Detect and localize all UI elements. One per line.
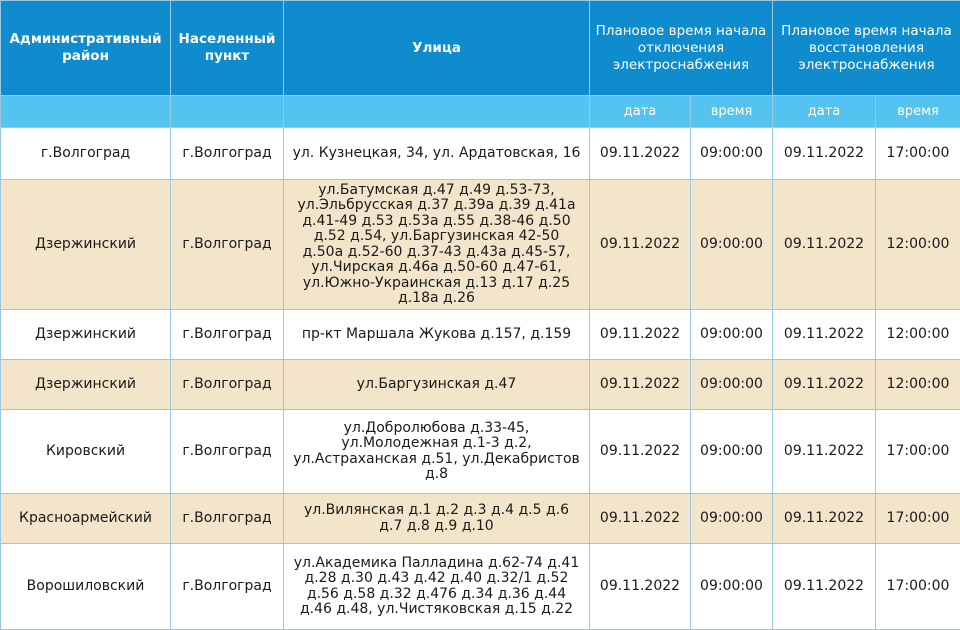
cell-off-time: 09:00:00 bbox=[691, 360, 773, 410]
table-row bbox=[1, 128, 960, 180]
header-locality: Населенный пункт bbox=[171, 1, 284, 96]
cell-off-date: 09.11.2022 bbox=[590, 180, 691, 310]
subheader-empty-district bbox=[1, 96, 171, 128]
cell-on-date: 09.11.2022 bbox=[773, 410, 876, 494]
cell-street: пр-кт Маршала Жукова д.157, д.159 bbox=[284, 310, 590, 360]
cell-on-date: 09.11.2022 bbox=[773, 128, 876, 180]
subheader-on-date: дата bbox=[773, 96, 876, 128]
cell-on-date: 09.11.2022 bbox=[773, 360, 876, 410]
cell-off-time: 09:00:00 bbox=[691, 494, 773, 544]
cell-off-date: 09.11.2022 bbox=[590, 360, 691, 410]
cell-off-time: 09:00:00 bbox=[691, 128, 773, 180]
cell-street: ул.Академика Палладина д.62-74 д.41 д.28 д.30 д.43 д.42 д.40 д.32/1 д.52 д.56 д.58 д.32 д.476 д.34 д.36 д.44 д.46 д.48, ул.Чистяковская д.15 д.22 bbox=[284, 544, 590, 630]
cell-on-date: 09.11.2022 bbox=[773, 310, 876, 360]
table-row bbox=[1, 180, 960, 310]
cell-on-time: 17:00:00 bbox=[876, 128, 960, 180]
cell-street: ул.Батумская д.47 д.49 д.53-73, ул.Эльбрусская д.37 д.39а д.39 д.41а д.41-49 д.53 д.53а д.55 д.38-46 д.50 д.52 д.54, ул.Баргузинская 42-50 д.50а д.52-60 д.37-43 д.43а д.45-57, ул.Чирская д.46а д.50-60 д.47-61, ул.Южно-Украинская д.13 д.17 д.25 д.18а д.26 bbox=[284, 180, 590, 310]
cell-on-time: 12:00:00 bbox=[876, 360, 960, 410]
subheader-off-time: время bbox=[691, 96, 773, 128]
cell-locality: г.Волгоград bbox=[171, 494, 284, 544]
cell-on-date: 09.11.2022 bbox=[773, 494, 876, 544]
cell-locality: г.Волгоград bbox=[171, 128, 284, 180]
cell-on-time: 12:00:00 bbox=[876, 310, 960, 360]
cell-street: ул.Баргузинская д.47 bbox=[284, 360, 590, 410]
subheader-empty-locality bbox=[171, 96, 284, 128]
cell-on-date: 09.11.2022 bbox=[773, 180, 876, 310]
cell-district: г.Волгоград bbox=[1, 128, 171, 180]
cell-district: Дзержинский bbox=[1, 180, 171, 310]
table-row bbox=[1, 360, 960, 410]
header-restore-time: Плановое время начала восстановления электроснабжения bbox=[773, 1, 960, 96]
cell-district: Дзержинский bbox=[1, 360, 171, 410]
table-row bbox=[1, 494, 960, 544]
cell-off-time: 09:00:00 bbox=[691, 544, 773, 630]
header-off-time: Плановое время начала отключения электроснабжения bbox=[590, 1, 773, 96]
subheader-off-date: дата bbox=[590, 96, 691, 128]
cell-locality: г.Волгоград bbox=[171, 180, 284, 310]
cell-off-time: 09:00:00 bbox=[691, 310, 773, 360]
header-district: Административный район bbox=[1, 1, 171, 96]
table-row bbox=[1, 544, 960, 630]
subheader-row bbox=[1, 96, 960, 128]
header-row bbox=[1, 1, 960, 96]
cell-district: Ворошиловский bbox=[1, 544, 171, 630]
subheader-empty-street bbox=[284, 96, 590, 128]
cell-on-time: 17:00:00 bbox=[876, 494, 960, 544]
subheader-on-time: время bbox=[876, 96, 960, 128]
cell-off-time: 09:00:00 bbox=[691, 410, 773, 494]
cell-street: ул.Добролюбова д.33-45, ул.Молодежная д.1-3 д.2, ул.Астраханская д.51, ул.Декабристов д.8 bbox=[284, 410, 590, 494]
cell-street: ул.Вилянская д.1 д.2 д.3 д.4 д.5 д.6 д.7 д.8 д.9 д.10 bbox=[284, 494, 590, 544]
cell-on-date: 09.11.2022 bbox=[773, 544, 876, 630]
cell-off-date: 09.11.2022 bbox=[590, 310, 691, 360]
cell-off-date: 09.11.2022 bbox=[590, 494, 691, 544]
table-row bbox=[1, 410, 960, 494]
cell-off-date: 09.11.2022 bbox=[590, 544, 691, 630]
cell-locality: г.Волгоград bbox=[171, 410, 284, 494]
cell-district: Красноармейский bbox=[1, 494, 171, 544]
cell-on-time: 12:00:00 bbox=[876, 180, 960, 310]
table-body bbox=[1, 128, 960, 630]
cell-off-date: 09.11.2022 bbox=[590, 410, 691, 494]
header-street: Улица bbox=[284, 1, 590, 96]
cell-street: ул. Кузнецкая, 34, ул. Ардатовская, 16 bbox=[284, 128, 590, 180]
cell-locality: г.Волгоград bbox=[171, 544, 284, 630]
cell-on-time: 17:00:00 bbox=[876, 410, 960, 494]
cell-locality: г.Волгоград bbox=[171, 360, 284, 410]
cell-off-time: 09:00:00 bbox=[691, 180, 773, 310]
cell-on-time: 17:00:00 bbox=[876, 544, 960, 630]
cell-district: Кировский bbox=[1, 410, 171, 494]
cell-district: Дзержинский bbox=[1, 310, 171, 360]
cell-off-date: 09.11.2022 bbox=[590, 128, 691, 180]
table-row bbox=[1, 310, 960, 360]
cell-locality: г.Волгоград bbox=[171, 310, 284, 360]
